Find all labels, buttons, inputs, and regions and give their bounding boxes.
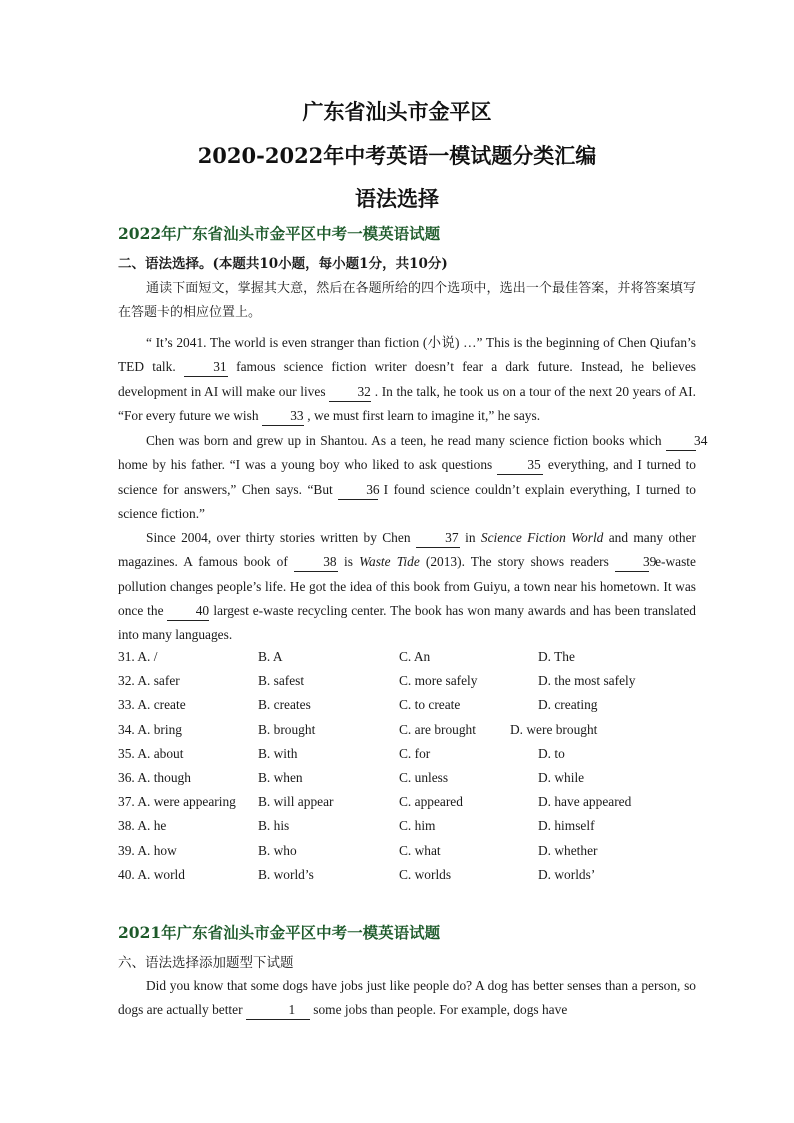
option-b: B. safest: [258, 673, 305, 689]
blank-1: 1: [246, 1001, 310, 1020]
option-b: B. world’s: [258, 866, 314, 882]
question-row: [118, 743, 698, 767]
blank-31: 31: [184, 358, 228, 377]
option-c: C. him: [399, 818, 436, 834]
option-a: 36. A. though: [118, 769, 191, 785]
section-2022-heading: 2022年广东省汕头市金平区中考一模英语试题: [118, 224, 441, 243]
doc-title-main: 2020-2022年中考英语一模试题分类汇编: [197, 143, 597, 168]
question-row: [118, 840, 698, 864]
p2021-text-c: some jobs than people. For example, dogs have: [313, 1002, 568, 1018]
p2-text-d: everything, and I turned to science for answers,” Chen says. “But: [118, 457, 697, 497]
section-2022-instruction-body: 通读下面短文，掌握其大意，然后在各题所给的四个选项中，选出一个最佳答案，并将答案填写在答题卡的相应位置上。: [118, 281, 696, 320]
option-d: D. to: [538, 745, 565, 761]
blank-33: 33: [262, 407, 304, 426]
p2-text-e: I found science couldn’t explain everything, I turned to science fiction.”: [118, 481, 696, 521]
option-a: 34. A. bring: [118, 721, 182, 737]
option-b: B. who: [258, 842, 297, 858]
question-row: [118, 646, 698, 670]
blank-32: 32: [329, 383, 371, 402]
option-d: D. the most safely: [538, 673, 636, 689]
p1-text-d: . In the talk, he took us on a tour of the next 20 years of AI. “For every future we wish: [118, 383, 696, 423]
question-row: [118, 694, 698, 718]
option-b: B. A: [258, 649, 283, 664]
question-row: [118, 791, 698, 815]
doc-title-topic: 语法选择: [355, 186, 439, 211]
doc-title-region: 广东省汕头市金平区: [302, 99, 492, 124]
option-c: C. unless: [399, 769, 449, 785]
blank-39: 39: [615, 553, 649, 572]
option-d: D. were brought: [510, 721, 598, 737]
passage-2021-paragraph-1: [118, 974, 696, 1023]
p2021-text-a: Did you know that some dogs have jobs just like people do? A dog has better senses than a person, so dogs are actually better: [118, 978, 696, 1018]
option-a: 37. A. were appearing: [118, 794, 236, 810]
section-2022-instruction-title: 二、语法选择。(本题共10小题，每小题1分，共10分): [118, 256, 448, 272]
option-c: C. worlds: [399, 866, 452, 882]
passage-paragraph-1: [118, 331, 696, 428]
blank-36: 36: [338, 481, 378, 500]
option-d: D. worlds’: [538, 866, 596, 882]
option-d: D. creating: [538, 697, 598, 713]
p3-text-g: e-waste pollution changes people’s life. He got the idea of this book from Guiyu, a town near his hometown. It was once the: [118, 554, 696, 618]
option-b: B. creates: [258, 697, 311, 713]
option-d: D. himself: [538, 818, 595, 834]
question-row: [118, 767, 698, 791]
option-a: 38. A. he: [118, 818, 167, 834]
option-c: C. An: [399, 649, 431, 664]
option-c: C. for: [399, 745, 431, 761]
p3-text-a: Since 2004, over thirty stories written by Chen: [146, 530, 411, 545]
p3-text-d: and many other magazines. A famous book of: [118, 530, 696, 570]
p3-text-h: largest e-waste recycling center. The book has won many awards and has been translated into many languages.: [118, 602, 696, 643]
p2-text-c: home by his father. “I was a young boy who liked to ask questions: [118, 457, 498, 473]
option-a: 33. A. create: [118, 697, 186, 713]
blank-34: 34: [666, 432, 696, 451]
option-d: D. whether: [538, 842, 598, 858]
section-2021-heading: 2021年广东省汕头市金平区中考一模英语试题: [118, 923, 441, 942]
option-c: C. to create: [399, 697, 461, 713]
option-b: B. with: [258, 745, 298, 761]
p1-text-c: famous science fiction writer doesn’t fear a dark future. Instead, he believes development in AI will make our lives: [118, 359, 696, 399]
option-d: D. have appeared: [538, 794, 632, 810]
p2-text-a: Chen was born and grew up in Shantou. As a teen, he read many science fiction books which: [146, 433, 666, 448]
option-b: B. brought: [258, 721, 316, 737]
option-a: 32. A. safer: [118, 673, 180, 689]
passage-paragraph-2: [118, 429, 708, 526]
p3-text-f: (2013). The story shows readers: [425, 554, 615, 570]
book-title: Waste Tide: [359, 554, 420, 570]
question-row: [118, 864, 698, 888]
blank-37: 37: [416, 529, 460, 548]
blank-38: 38: [294, 553, 338, 572]
option-b: B. will appear: [258, 794, 334, 810]
option-c: C. appeared: [399, 794, 463, 810]
p3-text-e: is: [344, 554, 360, 570]
section-2021-instruction-title: 六、语法选择添加题型下试题: [118, 955, 294, 971]
question-row: [118, 719, 698, 743]
p3-text-c: in: [465, 530, 481, 545]
option-c: C. are brought: [399, 721, 476, 737]
option-c: C. more safely: [399, 673, 478, 689]
p1-text-a: “ It’s 2041. The world is even stranger than fiction (小说) …” This is the beginning of Chen Qiufan’s TED talk.: [118, 335, 696, 375]
blank-40: 40: [167, 602, 209, 621]
question-options-list: [118, 646, 698, 888]
blank-35: 35: [497, 456, 543, 475]
option-a: 40. A. world: [118, 866, 185, 882]
option-c: C. what: [399, 842, 441, 858]
option-b: B. when: [258, 769, 303, 785]
option-d: D. The: [538, 649, 575, 664]
option-b: B. his: [258, 818, 290, 834]
question-row: [118, 815, 698, 839]
magazine-title: Science Fiction World: [480, 530, 604, 545]
option-a: 35. A. about: [118, 745, 184, 761]
p1-text-e: , we must first learn to imagine it,” he says.: [307, 407, 541, 423]
passage-paragraph-3: [118, 526, 696, 647]
option-a: 39. A. how: [118, 842, 177, 858]
option-a: 31. A. /: [118, 649, 158, 664]
question-row: [118, 670, 698, 694]
option-d: D. while: [538, 769, 585, 785]
